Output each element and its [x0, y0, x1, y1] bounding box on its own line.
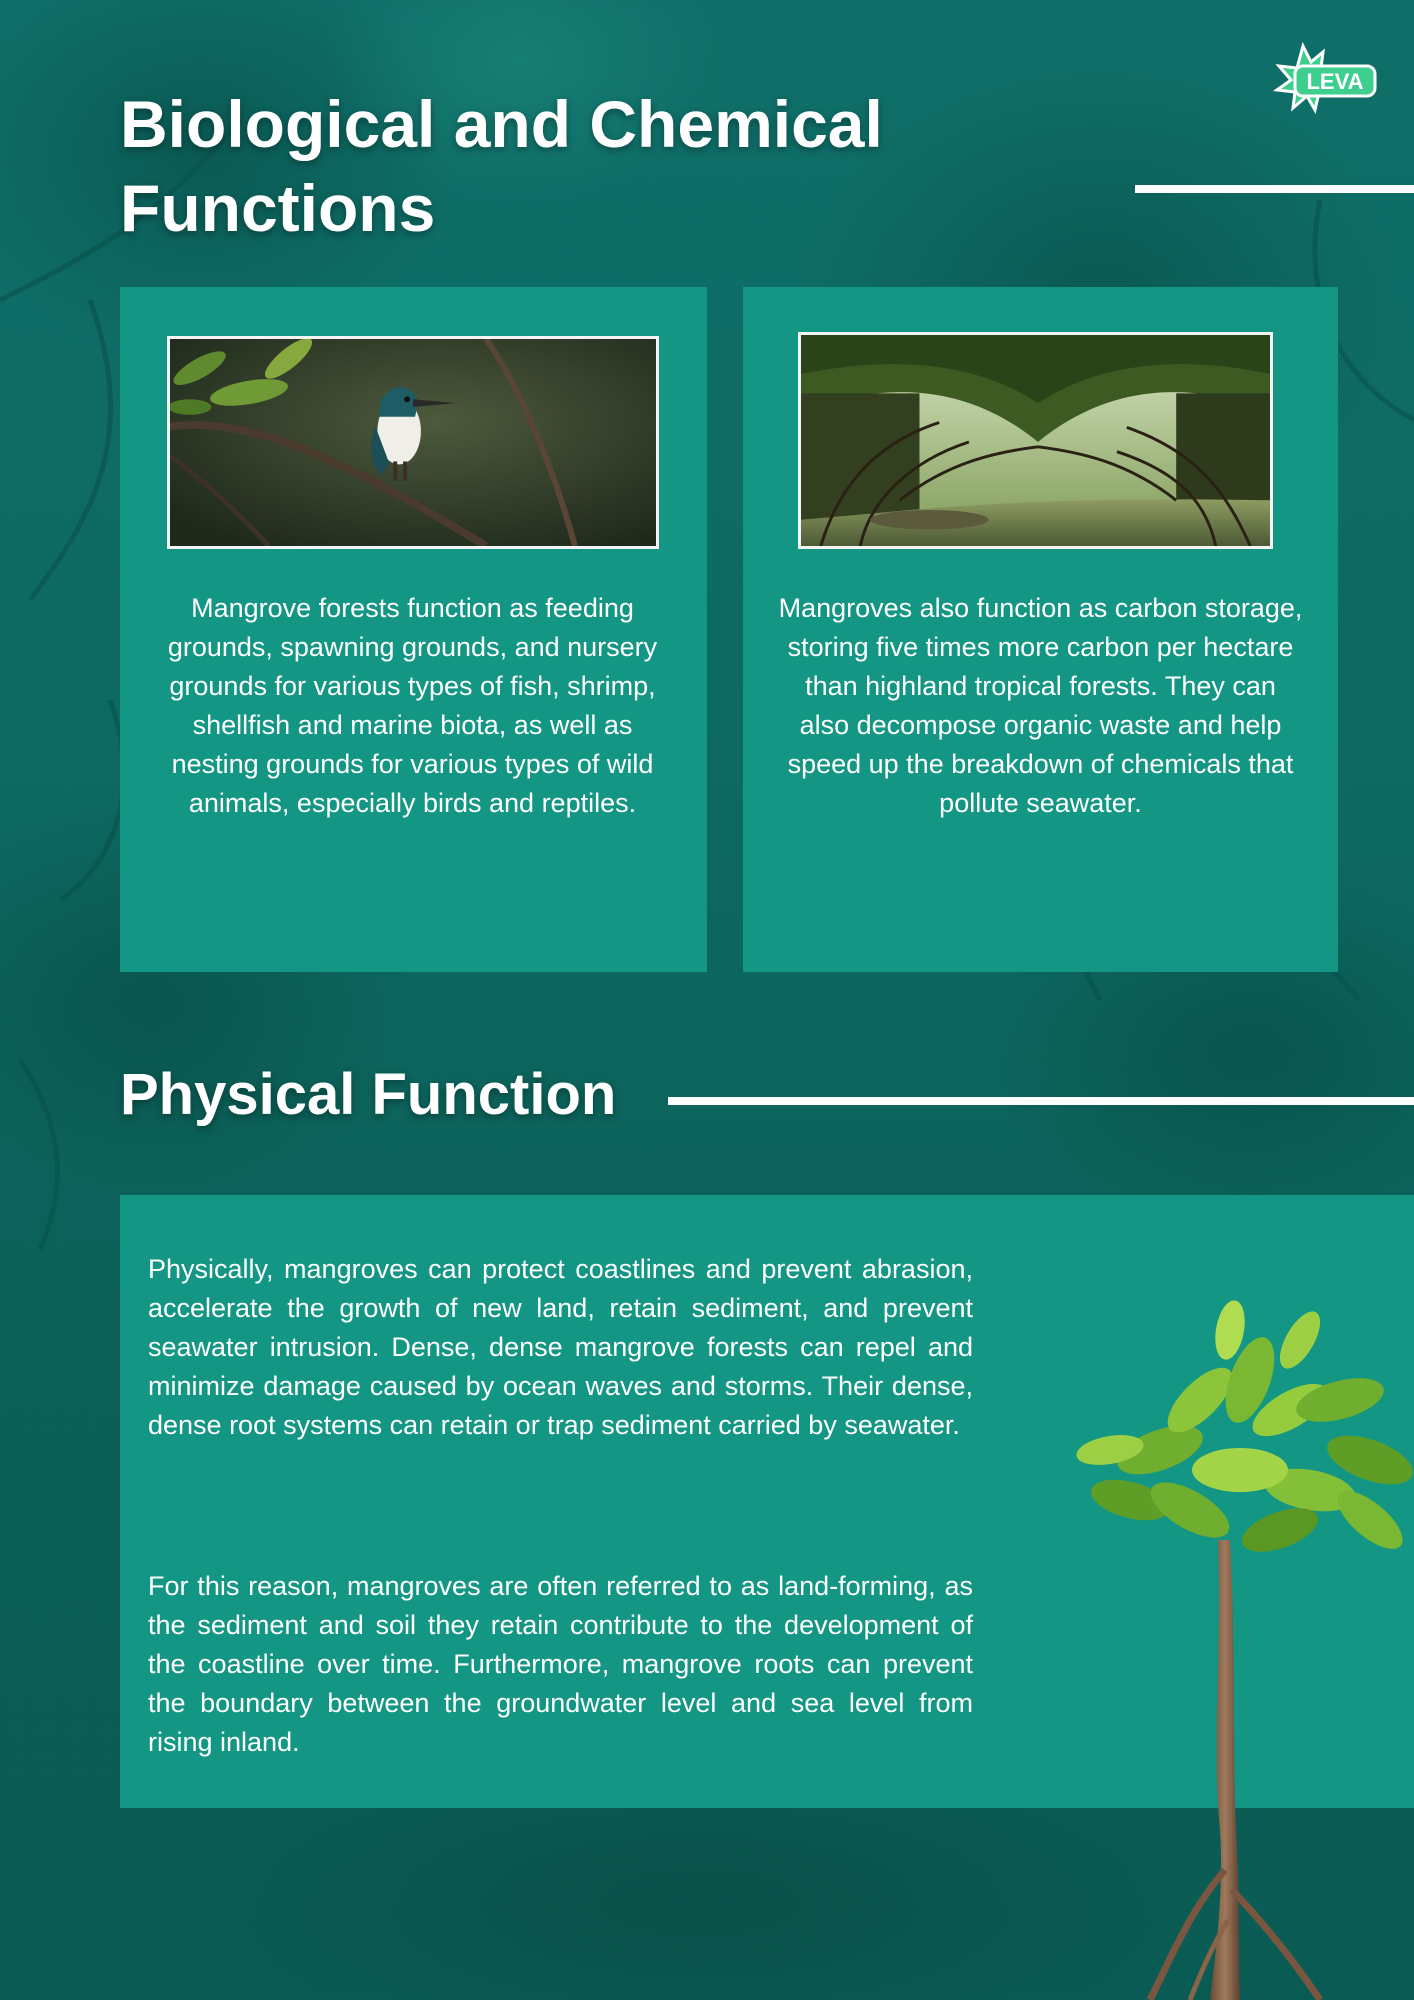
title-divider [1135, 185, 1414, 193]
mangrove-sapling-image [1040, 1270, 1414, 2000]
physical-paragraph-1: Physically, mangroves can protect coastlines and prevent abrasion, accelerate the growth of new land, retain sediment, and prevent seawater intrusion. Dense, dense mangrove forests can repel and minimize damage caused by ocean waves and storms. Their dense, dense root systems can retain or trap sediment carried by seawater. [148, 1254, 973, 1440]
page-title: Biological and Chemical Functions [120, 87, 883, 245]
bird-card-text: Mangrove forests function as feeding grounds, spawning grounds, and nursery grounds for various types of fish, shrimp, shellfish and marine biota, as well as nesting grounds for various types of wild animals, especially birds and reptiles. [167, 593, 658, 818]
bird-card [120, 287, 707, 972]
carbon-card [743, 287, 1338, 972]
section-title-physical: Physical Function [120, 1062, 617, 1127]
mangrove-tunnel-photo [798, 332, 1273, 549]
carbon-card-text: Mangroves also function as carbon storage, storing five times more carbon per hectare than highland tropical forests. They can also decompose organic waste and help speed up the breakdown of chemicals that pollute seawater. [778, 593, 1303, 818]
leva-logo [1265, 38, 1380, 133]
logo-text: LEVA [1306, 69, 1364, 94]
section-divider [668, 1097, 1414, 1105]
kingfisher-photo [167, 336, 659, 549]
physical-paragraph-2: For this reason, mangroves are often referred to as land-forming, as the sediment and soil they retain contribute to the development of the coastline over time. Furthermore, mangrove roots can prevent the boundary between the groundwater level and sea level from rising inland. [148, 1571, 973, 1757]
